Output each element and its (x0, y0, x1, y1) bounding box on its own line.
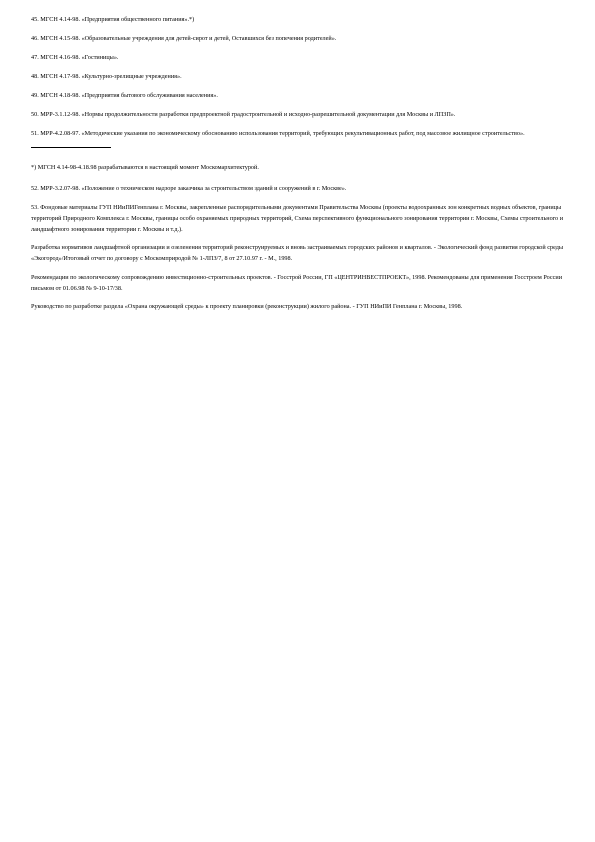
reference-item-49: 49. МГСН 4.18-98. «Предприятия бытового обслуживания населения». (31, 92, 218, 99)
reference-item-45: 45. МГСН 4.14-98. «Предприятия общественного питания».*) (31, 16, 195, 23)
reference-item-53: 53. Фондовые материалы ГУП НИиПИГенплана г. Москвы, закрепленные распорядительными документами Правительства Москвы (проекты водоохранных зон конкретных водных объектов, границы территорий Природного Комплекса г. Москвы, границы особо охраняемых природных территорий, Схема перспективного функционального зонирования территории г. Москвы, Схемы строительного и ландшафтного зонирования территории г. Москвы и т.д.). (31, 203, 564, 233)
reference-item-48: 48. МГСН 4.17-98. «Культурно-зрелищные учреждения». (31, 73, 182, 80)
document-page (31, 14, 566, 320)
reference-environment-guide: Руководство по разработке раздела «Охрана окружающей среды» к проекту планировки (реконструкции) жилого района. - ГУП НИиПИ Генплана г. Москвы, 1998. (31, 303, 463, 310)
footnote-separator (31, 147, 566, 153)
reference-item-50: 50. МРР-3.1.12-98. «Нормы продолжительности разработки предпроектной градостроительной и исходно-разрешительной документации для Москвы и ЛПЗП». (31, 111, 456, 118)
footnote: *) МГСН 4.14-98-4.18.98 разрабатываются в настоящий момент Москомархитектурой. (31, 163, 259, 171)
reference-ecological-recommendations: Рекомендации по экологическому сопровождению инвестиционно-строительных проектов. - Госстрой России, ГП «ЦЕНТРИНВЕСТПРОЕКТ», 1998. Рекомендованы для применения Госстроем России письмом от 01.06.98 № 9-10-17/38. (31, 273, 562, 292)
reference-item-46: 46. МГСН 4.15-98. «Образовательные учреждения для детей-сирот и детей, Оставшихся без попечения родителей». (31, 35, 337, 42)
reference-item-52: 52. МРР-3.2.07-98. «Положение о техническом надзоре заказчика за строительством зданий и сооружений в г. Москве». (31, 184, 347, 192)
reference-landscape-standards: Разработка нормативов ландшафтной организации и озеленения территорий реконструируемых и вновь застраиваемых городских районов и кварталов. - Экологический фонд развития городской среды «Экогород»/Итоговый отчет по договору с Москомприродой № 1-ЛПЗ/7, 8 от 27.10.97 г. - М., 1998. (31, 244, 564, 262)
footnote-divider-line (31, 147, 111, 148)
reference-item-51: 51. МРР-4.2.08-97. «Методические указания по экономическому обоснованию использования территорий, требующих рекультивационных работ, под массовое жилищное строительство». (31, 129, 525, 137)
reference-item-47: 47. МГСН 4.16-98. «Гостиницы». (31, 54, 119, 61)
